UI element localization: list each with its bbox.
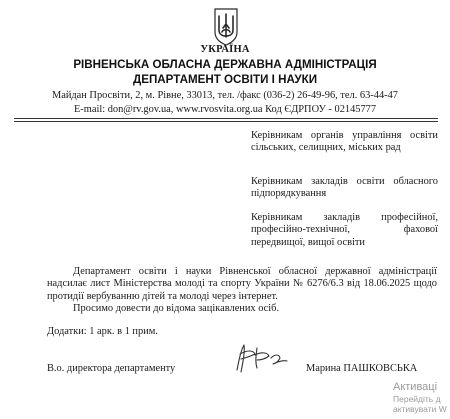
recipient-item: Керівникам органів управління освіти сільських, селищних, міських рад [251, 130, 438, 154]
activation-watermark [393, 381, 450, 414]
signatory-title: В.о. директора департаменту [47, 363, 176, 374]
administration-name: РІВНЕНСЬКА ОБЛАСНА ДЕРЖАВНА АДМІНІСТРАЦІЯ [73, 58, 377, 71]
body-paragraph: Департамент освіти і науки Рівненської обласної державної адміністрації надсилає лист Міністерства молоді та спорту України № 6276/6.3 від 18.06.2025 щодо протидії вербуванню дітей та молоді через інтернет. [47, 266, 437, 302]
recipient-item: Керівникам закладів професійної, професійно-технічної, фахової передвищої, вищої освіти [251, 212, 438, 248]
edrpou-text: Код ЄДРПОУ - 02145777 [265, 104, 377, 115]
email-text: E-mail: don@rv.gov.ua, [73, 104, 174, 115]
trident-icon [211, 6, 241, 46]
handwritten-signature [231, 340, 289, 376]
website-text: www.rvosvita.org.ua [175, 104, 263, 115]
attachments-line: Додатки: 1 арк. в 1 прим. [47, 326, 158, 337]
body-paragraph: Просимо довести до відома зацікавлених осіб. [73, 303, 280, 315]
signatory-name: Марина ПАШКОВСЬКА [306, 363, 418, 374]
address-line: Майдан Просвіти, 2, м. Рівне, 33013, тел. /факс (036-2) 26-49-96, тел. 63-44-47 [51, 90, 399, 101]
watermark-title: Активаці [393, 381, 438, 393]
department-name: ДЕПАРТАМЕНТ ОСВІТИ І НАУКИ [132, 73, 318, 86]
letter-body [47, 266, 437, 316]
watermark-line: Перейдіть д [393, 394, 441, 404]
header-divider-bottom [14, 121, 438, 122]
contacts-line [0, 104, 450, 115]
country-name: УКРАЇНА [200, 44, 250, 55]
watermark-line: активувати W [393, 404, 447, 414]
header-divider-top [14, 118, 438, 119]
recipient-item: Керівникам закладів освіти обласного підпорядкування [251, 176, 438, 200]
